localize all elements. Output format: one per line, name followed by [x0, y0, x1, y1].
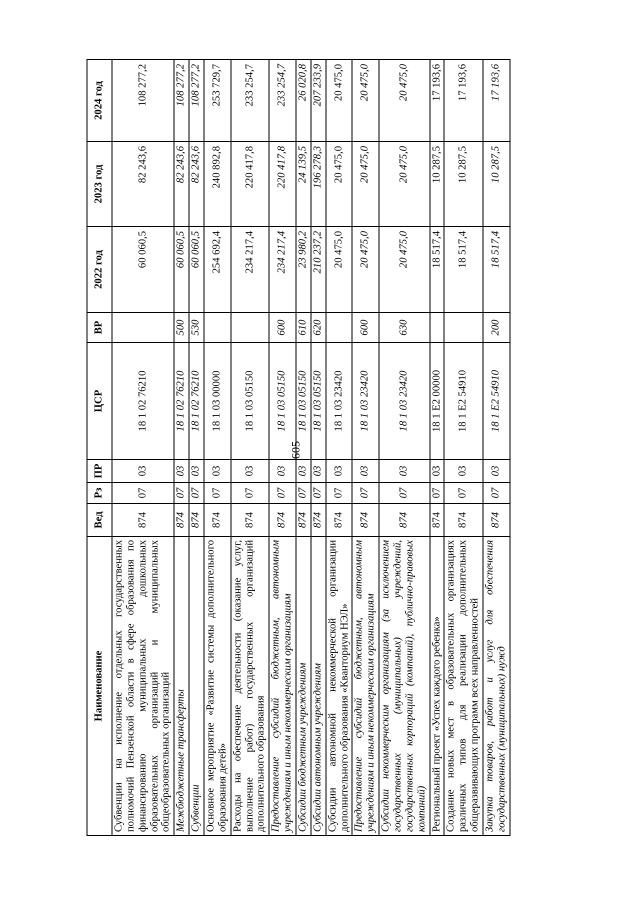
row-rz: 07: [204, 483, 231, 504]
row-ved: 874: [269, 504, 296, 537]
table-header-row: [87, 60, 112, 836]
row-pr: 03: [204, 460, 231, 483]
table-row: [483, 60, 510, 836]
row-csr: 18 1 E2 54910: [483, 343, 510, 460]
row-pr: 03: [483, 460, 510, 483]
row-ved: 874: [296, 504, 311, 537]
row-2022: 18 517,4: [429, 227, 444, 313]
row-ved: 874: [325, 504, 352, 537]
row-vr: 500: [174, 313, 189, 343]
header-vr: ВР: [87, 313, 112, 343]
rotated-table-frame: [86, 60, 571, 836]
table-row: [296, 60, 311, 836]
row-pr: 03: [379, 460, 429, 483]
header-ved: Вед: [87, 504, 112, 537]
row-name: Субсидии автономной некоммерческой организации дополнительного образования «Кванториум НЭЛ»: [325, 537, 352, 836]
row-2022: 60 060,5: [174, 227, 189, 313]
row-2023: 240 892,8: [204, 142, 231, 227]
row-vr: 200: [483, 313, 510, 343]
row-rz: 07: [296, 483, 311, 504]
row-pr: 03: [112, 460, 174, 483]
row-2023: 220 417,8: [269, 142, 296, 227]
row-ved: 874: [174, 504, 189, 537]
row-csr: 18 1 03 23420: [379, 343, 429, 460]
row-rz: 07: [230, 483, 269, 504]
row-csr: 18 1 02 76210: [189, 343, 204, 460]
row-2024: 108 277,2: [189, 60, 204, 142]
row-csr: 18 1 03 05150: [269, 343, 296, 460]
table-row: [174, 60, 189, 836]
row-ved: 874: [112, 504, 174, 537]
row-pr: 03: [429, 460, 444, 483]
row-csr: 18 1 03 05150: [296, 343, 311, 460]
row-pr: 03: [189, 460, 204, 483]
row-2024: 17 193,6: [444, 60, 483, 142]
budget-table-container: [86, 60, 571, 836]
table-row: [112, 60, 174, 836]
row-2022: 23 980,2: [296, 227, 311, 313]
row-ved: 874: [352, 504, 379, 537]
row-vr: [204, 313, 231, 343]
row-rz: 07: [352, 483, 379, 504]
row-rz: 07: [112, 483, 174, 504]
row-2024: 108 277,2: [112, 60, 174, 142]
row-ved: 874: [189, 504, 204, 537]
row-name: Межбюджетные трансферты: [174, 537, 189, 836]
row-rz: 07: [310, 483, 325, 504]
table-row: [204, 60, 231, 836]
row-vr: 610: [296, 313, 311, 343]
row-vr: [230, 313, 269, 343]
row-ved: 874: [483, 504, 510, 537]
row-csr: 18 1 03 05150: [310, 343, 325, 460]
row-name: Закупка товаров, работ и услуг для обеспечения государственных (муниципальных) нужд: [483, 537, 510, 836]
row-pr: 03: [296, 460, 311, 483]
row-2024: 17 193,6: [483, 60, 510, 142]
row-2024: 20 475,0: [379, 60, 429, 142]
row-vr: [429, 313, 444, 343]
row-2023: 220 417,8: [230, 142, 269, 227]
row-2022: 20 475,0: [325, 227, 352, 313]
row-csr: 18 1 03 23420: [352, 343, 379, 460]
row-2024: 20 475,0: [325, 60, 352, 142]
row-2022: 20 475,0: [379, 227, 429, 313]
row-name: Субсидии автономным учреждениям: [310, 537, 325, 836]
row-2022: 18 517,4: [483, 227, 510, 313]
row-name: Создание новых мест в образовательных организациях различных типов для реализации дополнительных общеразвивающих программ всех направленностей: [444, 537, 483, 836]
table-row: [444, 60, 483, 836]
row-2023: 196 278,3: [310, 142, 325, 227]
row-pr: 03: [352, 460, 379, 483]
row-name: Региональный проект «Успех каждого ребенка»: [429, 537, 444, 836]
row-2022: 60 060,5: [112, 227, 174, 313]
header-2024: 2024 год: [87, 60, 112, 142]
header-2022: 2022 год: [87, 227, 112, 313]
header-csr: ЦСР: [87, 343, 112, 460]
row-2022: 234 217,4: [230, 227, 269, 313]
row-csr: 18 1 03 05150: [230, 343, 269, 460]
row-csr: 18 1 03 23420: [325, 343, 352, 460]
row-pr: 03: [310, 460, 325, 483]
row-2023: 10 287,5: [444, 142, 483, 227]
row-csr: 18 1 E2 00000: [429, 343, 444, 460]
table-row: [269, 60, 296, 836]
table-row: [379, 60, 429, 836]
row-2022: 210 237,2: [310, 227, 325, 313]
row-csr: 18 1 02 76210: [112, 343, 174, 460]
row-2024: 253 729,7: [204, 60, 231, 142]
row-2024: 207 233,9: [310, 60, 325, 142]
row-name: Расходы на обеспечение деятельности (оказание услуг, выполнение работ) государственных организаций дополнительного образования: [230, 537, 269, 836]
row-ved: 874: [379, 504, 429, 537]
page-number-text: 605: [288, 441, 303, 459]
row-name: Субвенции на исполнение отдельных государственных полномочий Пензенской области в сфере образования по финансированию муниципальных дошкольных образовательных организаций и муниципальных общеобразовательных организаций: [112, 537, 174, 836]
row-rz: 07: [269, 483, 296, 504]
row-2023: 10 287,5: [483, 142, 510, 227]
row-2023: 82 243,6: [189, 142, 204, 227]
row-vr: [444, 313, 483, 343]
row-pr: 03: [174, 460, 189, 483]
row-name: Предоставление субсидий бюджетным, автономным учреждениям и иным некоммерческим организациям: [352, 537, 379, 836]
row-2022: 234 217,4: [269, 227, 296, 313]
row-2023: 24 139,5: [296, 142, 311, 227]
row-2022: 60 060,5: [189, 227, 204, 313]
table-row: [325, 60, 352, 836]
row-name: Основное мероприятие «Развитие системы дополнительного образования детей»: [204, 537, 231, 836]
row-2024: 20 475,0: [352, 60, 379, 142]
row-vr: [112, 313, 174, 343]
row-pr: 03: [325, 460, 352, 483]
row-2023: 20 475,0: [379, 142, 429, 227]
row-ved: 874: [310, 504, 325, 537]
row-2024: 26 020,8: [296, 60, 311, 142]
row-2024: 233 254,7: [230, 60, 269, 142]
row-2024: 108 277,2: [174, 60, 189, 142]
row-2024: 233 254,7: [269, 60, 296, 142]
header-pr: ПР: [87, 460, 112, 483]
row-2023: 82 243,6: [112, 142, 174, 227]
row-rz: 07: [174, 483, 189, 504]
row-ved: 874: [444, 504, 483, 537]
row-2023: 20 475,0: [352, 142, 379, 227]
row-pr: 03: [444, 460, 483, 483]
row-name: Субсидии бюджетным учреждениям: [296, 537, 311, 836]
budget-table: [86, 59, 510, 836]
row-rz: 07: [483, 483, 510, 504]
row-ved: 874: [204, 504, 231, 537]
row-csr: 18 1 03 00000: [204, 343, 231, 460]
header-rz: Рз: [87, 483, 112, 504]
header-2023: 2023 год: [87, 142, 112, 227]
row-name: Субвенции: [189, 537, 204, 836]
row-csr: 18 1 E2 54910: [444, 343, 483, 460]
row-2022: 20 475,0: [352, 227, 379, 313]
row-name: Субсидии некоммерческим организациям (за исключением государственных (муниципальных) учреждений, государственных корпораций (компаний), публично-правовых компаний): [379, 537, 429, 836]
row-2023: 82 243,6: [174, 142, 189, 227]
row-rz: 07: [444, 483, 483, 504]
row-pr: 03: [230, 460, 269, 483]
row-vr: [325, 313, 352, 343]
row-vr: 600: [269, 313, 296, 343]
row-name: Предоставление субсидий бюджетным, автономным учреждениям и иным некоммерческим организациям: [269, 537, 296, 836]
header-name: Наименование: [87, 537, 112, 836]
table-row: [310, 60, 325, 836]
table-row: [230, 60, 269, 836]
row-2022: 18 517,4: [444, 227, 483, 313]
row-vr: 530: [189, 313, 204, 343]
table-row: [352, 60, 379, 836]
row-2023: 10 287,5: [429, 142, 444, 227]
row-vr: 630: [379, 313, 429, 343]
row-ved: 874: [429, 504, 444, 537]
row-vr: 620: [310, 313, 325, 343]
table-row: [429, 60, 444, 836]
row-2022: 254 692,4: [204, 227, 231, 313]
row-ved: 874: [230, 504, 269, 537]
row-rz: 07: [189, 483, 204, 504]
row-2023: 20 475,0: [325, 142, 352, 227]
row-pr: 03: [269, 460, 296, 483]
row-rz: 07: [429, 483, 444, 504]
row-rz: 07: [325, 483, 352, 504]
table-row: [189, 60, 204, 836]
row-vr: 600: [352, 313, 379, 343]
row-rz: 07: [379, 483, 429, 504]
row-2024: 17 193,6: [429, 60, 444, 142]
row-csr: 18 1 02 76210: [174, 343, 189, 460]
